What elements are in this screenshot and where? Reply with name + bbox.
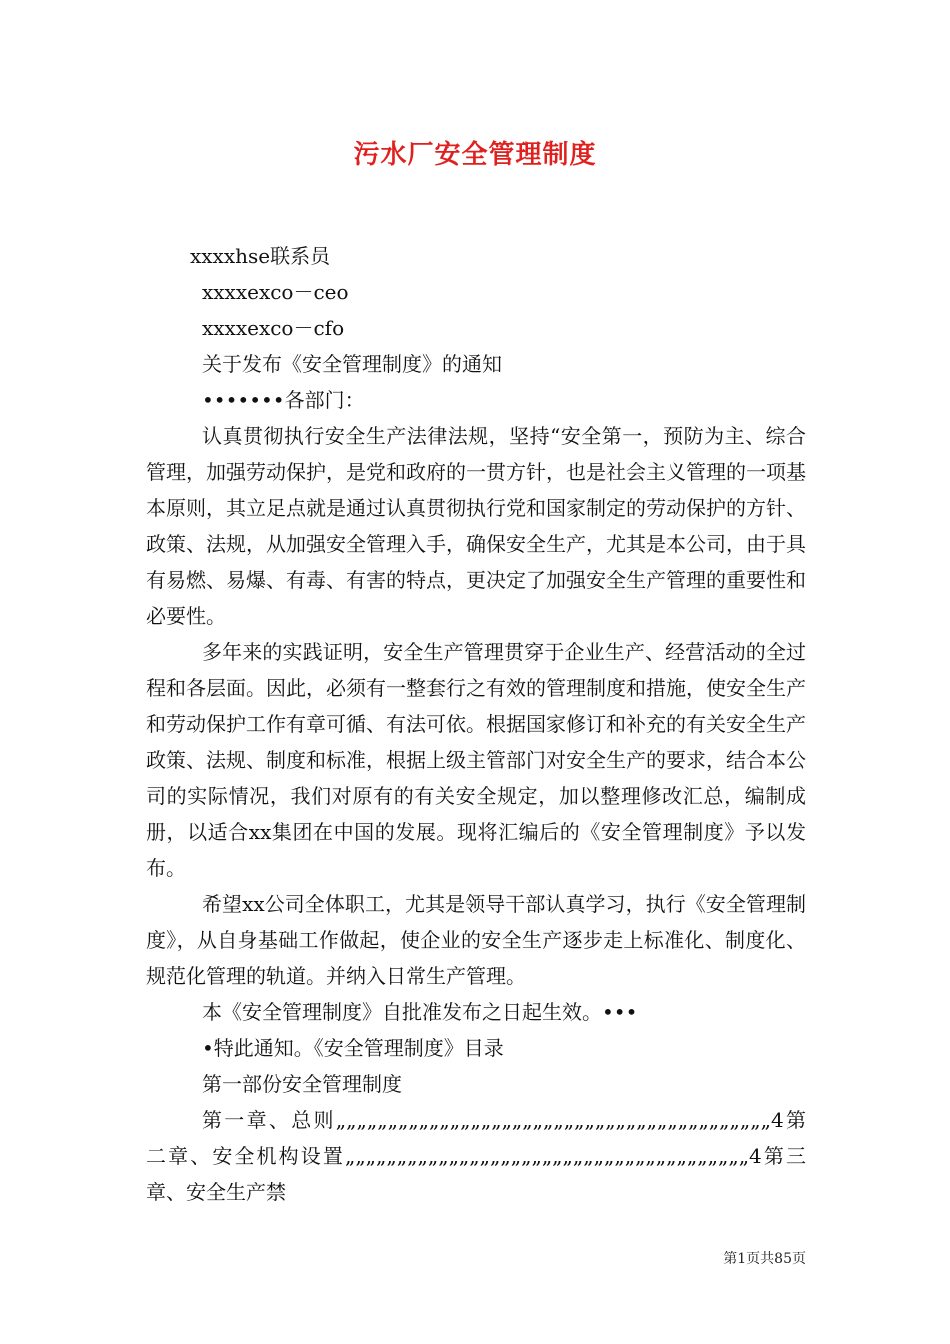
salutation: •••••••各部门： xyxy=(202,388,365,412)
document-title: 污水厂安全管理制度 xyxy=(353,140,597,170)
recipient-line: xxxxhse联系员 xyxy=(190,244,331,268)
document-body xyxy=(146,238,806,1210)
page-number: 第1页共85页 xyxy=(723,1251,806,1267)
toc-part-heading: 第一部份安全管理制度 xyxy=(202,1072,402,1096)
closing-line: 本《安全管理制度》自批准发布之日起生效。••• xyxy=(202,1000,638,1024)
recipient-line: xxxxexco－ceo xyxy=(202,280,349,304)
recipient-line: xxxxexco－cfo xyxy=(202,316,345,340)
closing-line: •特此通知。《安全管理制度》目录 xyxy=(202,1036,504,1060)
notice-heading: 关于发布《安全管理制度》的通知 xyxy=(202,352,502,376)
body-paragraph: 多年来的实践证明，安全生产管理贯穿于企业生产、经营活动的全过程和各层面。因此，必须有一整套行之有效的管理制度和措施，使安全生产和劳动保护工作有章可循、有法可依。根据国家修订和补充的有关安全生产政策、法规、制度和标准，根据上级主管部门对安全生产的要求，结合本公司的实际情况，我们对原有的有关安全规定，加以整理修改汇总，编制成册，以适合xx集团在中国的发展。现将汇编后的《安全管理制度》予以发布。 xyxy=(146,640,806,880)
body-paragraph: 希望xx公司全体职工，尤其是领导干部认真学习，执行《安全管理制度》，从自身基础工作做起，使企业的安全生产逐步走上标准化、制度化、规范化管理的轨道。并纳入日常生产管理。 xyxy=(146,892,806,988)
toc-paragraph: 第一章、总则„„„„„„„„„„„„„„„„„„„„„„„„„„„„„„„„„„„„„„„„„„4第二章、安全机构设置„„„„„„„„„„„„„„„„„„„„„„„„„„„„„„„„„„„„„„„4第三章、安全生产禁 xyxy=(146,1108,806,1204)
body-paragraph: 认真贯彻执行安全生产法律法规，坚持“安全第一，预防为主、综合管理，加强劳动保护，是党和政府的一贯方针，也是社会主义管理的一项基本原则，其立足点就是通过认真贯彻执行党和国家制定的劳动保护的方针、政策、法规，从加强安全管理入手，确保安全生产，尤其是本公司，由于具有易燃、易爆、有毒、有害的特点，更决定了加强安全生产管理的重要性和必要性。 xyxy=(146,424,806,628)
